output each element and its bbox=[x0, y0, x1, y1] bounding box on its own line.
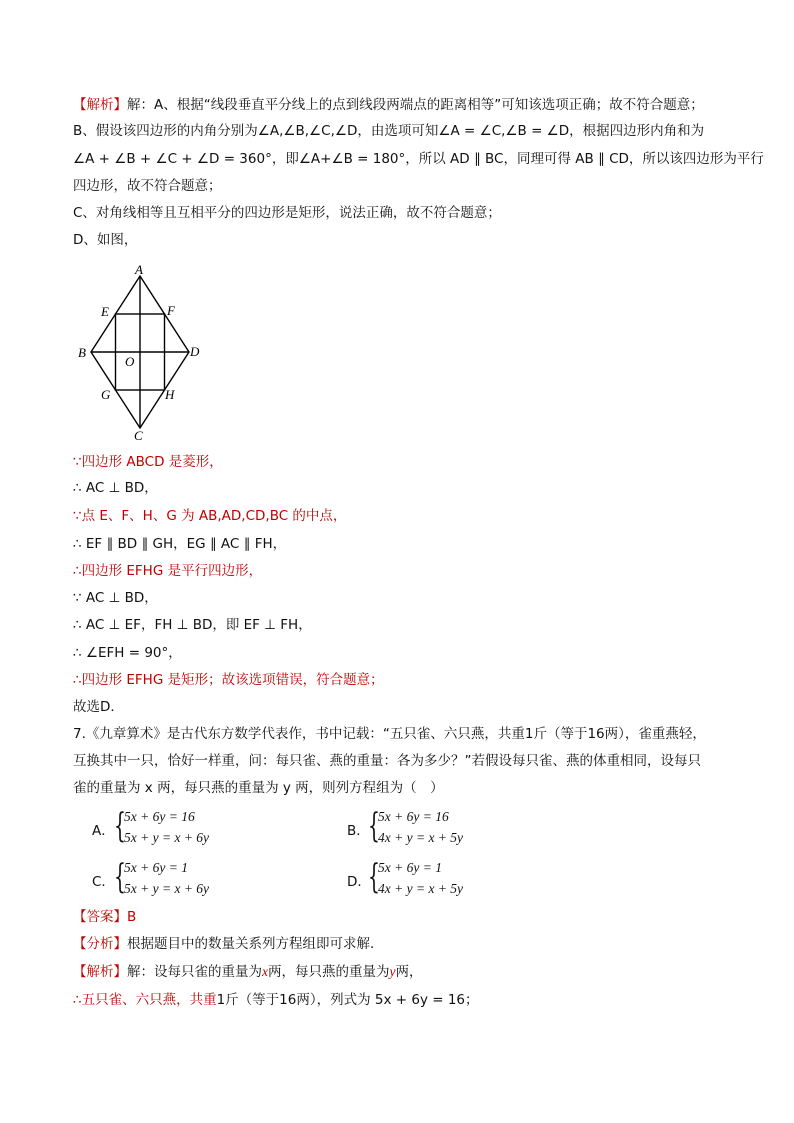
label-c: C bbox=[134, 428, 143, 442]
analysis-line-5: C、对角线相等且互相平分的四边形是矩形，说法正确，故不符合题意； bbox=[73, 205, 501, 221]
option-d-label[interactable]: D． bbox=[347, 874, 371, 890]
label-f: F bbox=[167, 303, 175, 318]
proof-line-6: ∵ AC ⊥ BD， bbox=[73, 590, 158, 606]
question-line-3: 雀的重量为 x 两，每只燕的重量为 y 两，则列方程组为（ ） bbox=[73, 780, 444, 796]
option-d-eq2: 4x + y = x + 5y bbox=[378, 881, 464, 896]
option-a-eq2: 5x + y = x + 6y bbox=[124, 830, 210, 845]
analysis-line-3: ∠A + ∠B + ∠C + ∠D = 360°，即∠A+∠B = 180°，所以 AD ∥ BC，同理可得 AB ∥ CD，所以该四边形为平行 bbox=[73, 151, 764, 167]
option-a-system[interactable] bbox=[116, 806, 209, 848]
option-b-system[interactable] bbox=[370, 806, 463, 848]
option-a-label[interactable]: A． bbox=[92, 823, 115, 839]
analysis-tag: 【解析】 bbox=[73, 97, 127, 113]
analysis-line-1 bbox=[73, 95, 704, 115]
solution-tag: 【解析】 bbox=[73, 964, 127, 980]
solution-line-1 bbox=[73, 962, 423, 982]
proof-line-4: ∴ EF ∥ BD ∥ GH，EG ∥ AC ∥ FH， bbox=[73, 536, 287, 552]
analysis-line-2: B、假设该四边形的内角分别为∠A,∠B,∠C,∠D，由选项可知∠A = ∠C,∠B = ∠D，根据四边形内角和为 bbox=[73, 123, 705, 139]
proof-line-10: 故选D． bbox=[73, 699, 124, 715]
question-line-2: 互换其中一只，恰好一样重，问：每只雀、燕的重量：各为多少？”若假设每只雀、燕的体重相同，设每只 bbox=[73, 753, 701, 769]
label-e: E bbox=[101, 304, 109, 319]
analysis2-tag: 【分析】 bbox=[73, 936, 127, 952]
option-b-eq2: 4x + y = x + 5y bbox=[378, 830, 464, 845]
option-b-eq1: 5x + 6y = 16 bbox=[378, 809, 449, 824]
proof-line-5: ∴四边形 EFHG 是平行四边形， bbox=[73, 563, 263, 579]
rhombus-figure bbox=[72, 262, 212, 442]
option-c-label[interactable]: C． bbox=[92, 874, 115, 890]
label-h: H bbox=[165, 387, 175, 402]
analysis2-line bbox=[73, 934, 384, 954]
solution-line2-rest: 1斤（等于16两），列式为 5x + 6y = 16； bbox=[216, 992, 479, 1008]
option-d-system[interactable] bbox=[370, 857, 463, 899]
answer-line bbox=[73, 907, 136, 927]
analysis-line-6: D、如图， bbox=[73, 232, 138, 248]
label-o: O bbox=[125, 354, 135, 369]
proof-line-7: ∴ AC ⊥ EF，FH ⊥ BD，即 EF ⊥ FH， bbox=[73, 617, 312, 633]
analysis-text-1: 解：A、根据“线段垂直平分线上的点到线段两端点的距离相等”可知该选项正确；故不符合题意； bbox=[127, 97, 704, 113]
label-d: D bbox=[190, 344, 200, 359]
option-d-eq1: 5x + 6y = 1 bbox=[378, 860, 442, 875]
brace-icon: { bbox=[368, 857, 380, 897]
analysis-line-4: 四边形，故不符合题意； bbox=[73, 178, 222, 194]
label-a: A bbox=[135, 262, 143, 277]
solution-var-x: x bbox=[262, 964, 268, 979]
solution-var-y: y bbox=[389, 964, 396, 979]
option-c-system[interactable] bbox=[116, 857, 209, 899]
brace-icon: { bbox=[368, 806, 380, 846]
proof-line-9: ∴四边形 EFHG 是矩形；故该选项错误，符合题意； bbox=[73, 672, 384, 688]
proof-line-2: ∴ AC ⊥ BD， bbox=[73, 480, 158, 496]
proof-line-1: ∵四边形 ABCD 是菱形， bbox=[73, 454, 223, 470]
label-b: B bbox=[78, 345, 86, 360]
option-a-eq1: 5x + 6y = 16 bbox=[124, 809, 195, 824]
solution-line-2 bbox=[73, 990, 479, 1010]
proof-line-8: ∴ ∠EFH = 90°， bbox=[73, 645, 182, 661]
analysis2-text: 根据题目中的数量关系列方程组即可求解． bbox=[127, 936, 384, 952]
answer-value: B bbox=[127, 909, 137, 925]
brace-icon: { bbox=[114, 806, 126, 846]
solution-text-a: 解：设每只雀的重量为 bbox=[127, 964, 262, 980]
option-c-eq2: 5x + y = x + 6y bbox=[124, 881, 210, 896]
option-c-eq1: 5x + 6y = 1 bbox=[124, 860, 188, 875]
label-g: G bbox=[101, 387, 111, 402]
option-b-label[interactable]: B． bbox=[347, 823, 370, 839]
answer-tag: 【答案】 bbox=[73, 909, 127, 925]
solution-text-c: 两， bbox=[395, 964, 423, 980]
question-line-1: 7.《九章算术》是古代东方数学代表作，书中记载：“五只雀、六只燕，共重1斤（等于16两），雀重燕轻， bbox=[73, 726, 706, 742]
brace-icon: { bbox=[114, 857, 126, 897]
solution-line2-red: ∴五只雀、六只燕，共重 bbox=[73, 992, 217, 1008]
solution-text-b: 两，每只燕的重量为 bbox=[268, 964, 390, 980]
proof-line-3: ∵点 E、F、H、G 为 AB,AD,CD,BC 的中点， bbox=[73, 508, 347, 524]
